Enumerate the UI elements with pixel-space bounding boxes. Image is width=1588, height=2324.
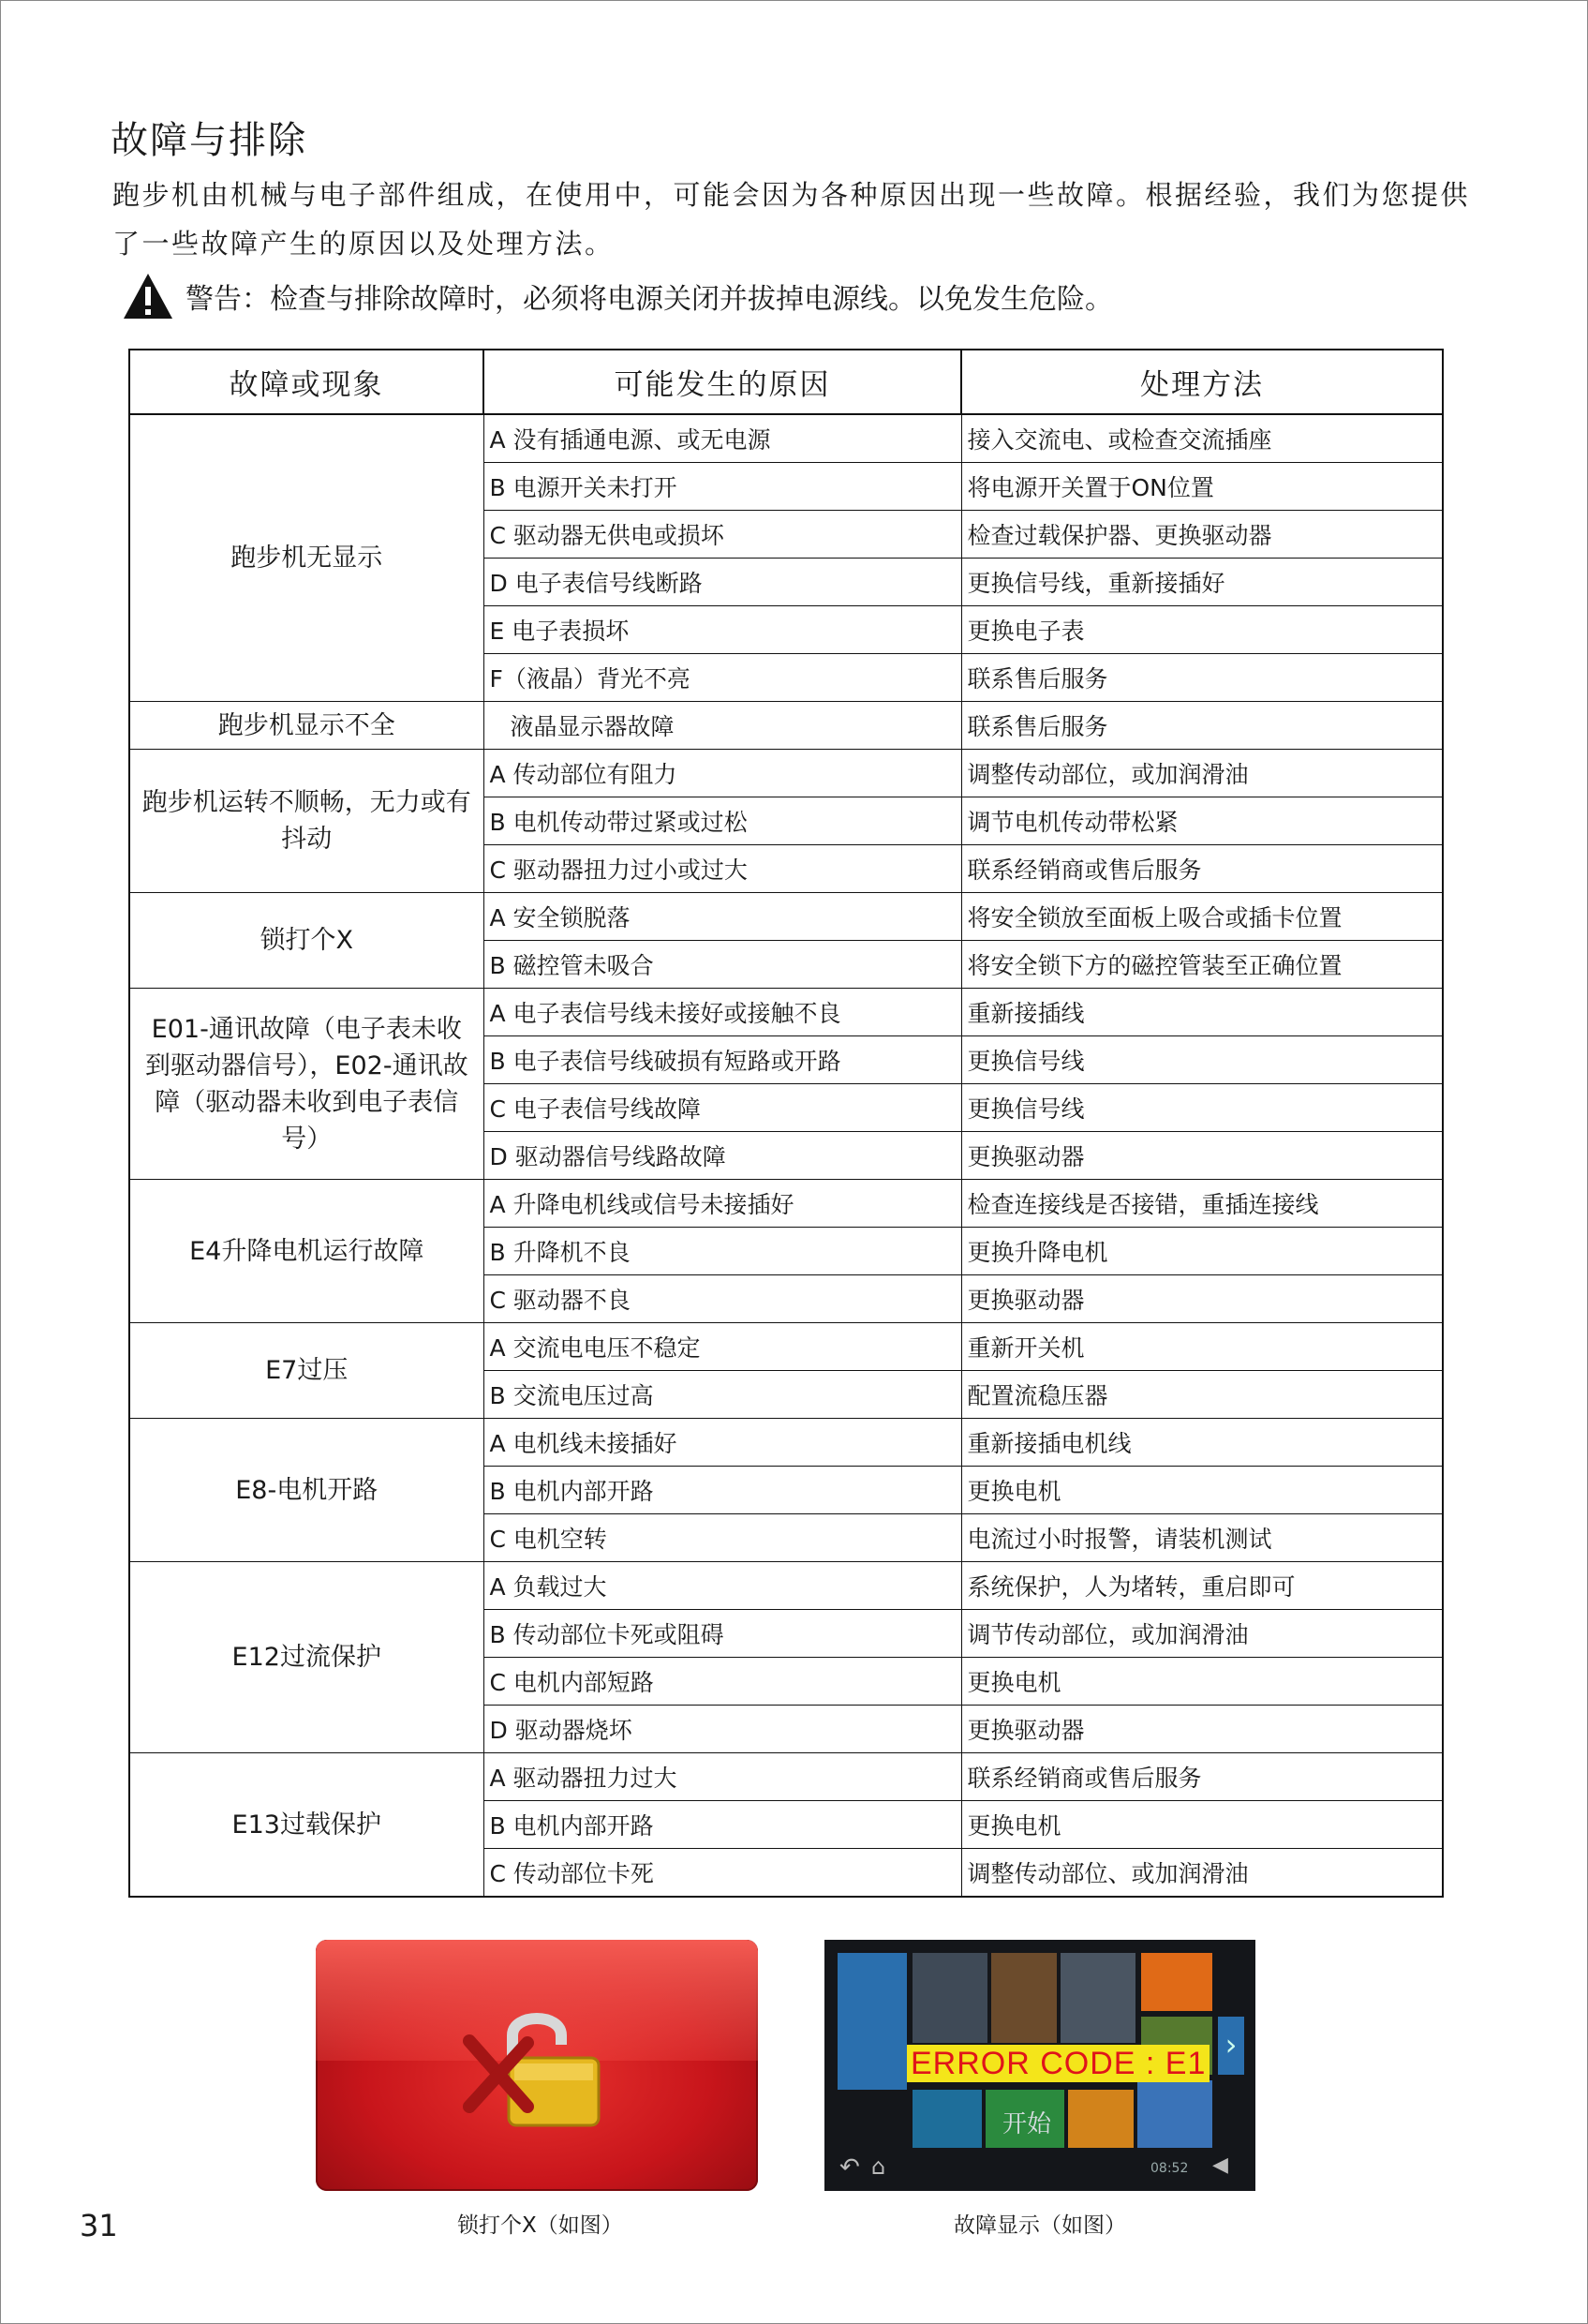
start-label: 开始 bbox=[1002, 2110, 1052, 2138]
solution-cell: 更换驱动器 bbox=[961, 1706, 1443, 1753]
cause-cell: B 磁控管未吸合 bbox=[483, 941, 961, 989]
table-row bbox=[129, 1562, 1443, 1610]
error-caption: 故障显示（如图） bbox=[954, 2213, 1126, 2238]
header-solution: 处理方法 bbox=[961, 350, 1443, 414]
safety-lock-image bbox=[316, 1940, 758, 2191]
next-arrow-icon: › bbox=[1218, 2017, 1244, 2075]
table-row bbox=[129, 893, 1443, 941]
cause-cell: C 电子表信号线故障 bbox=[483, 1084, 961, 1132]
cause-cell: B 升降机不良 bbox=[483, 1228, 961, 1275]
intro-paragraph: 跑步机由机械与电子部件组成，在使用中，可能会因为各种原因出现一些故障。根据经验，我们为您提供了一些故障产生的原因以及处理方法。 bbox=[112, 179, 1471, 260]
error-code-text: ERROR CODE : E1 bbox=[907, 2045, 1210, 2082]
fault-cell: 锁打个X bbox=[129, 893, 483, 989]
cause-cell: A 电机线未接插好 bbox=[483, 1419, 961, 1467]
solution-cell: 电流过小时报警，请装机测试 bbox=[961, 1514, 1443, 1562]
report-tile bbox=[1141, 1953, 1212, 2011]
table-row bbox=[129, 1323, 1443, 1371]
solution-cell: 将安全锁放至面板上吸合或插卡位置 bbox=[961, 893, 1443, 941]
fault-cell: E7过压 bbox=[129, 1323, 483, 1419]
table-body bbox=[129, 414, 1443, 1897]
solution-cell: 调整传动部位、或加润滑油 bbox=[961, 1849, 1443, 1898]
solution-cell: 联系售后服务 bbox=[961, 654, 1443, 702]
solution-cell: 检查连接线是否接错，重插连接线 bbox=[961, 1180, 1443, 1228]
warning-note bbox=[122, 272, 1113, 320]
solution-cell: 配置流稳压器 bbox=[961, 1371, 1443, 1419]
solution-cell: 将安全锁下方的磁控管装至正确位置 bbox=[961, 941, 1443, 989]
table-row bbox=[129, 989, 1443, 1036]
solution-cell: 调整传动部位，或加润滑油 bbox=[961, 750, 1443, 797]
cause-cell: C 电机空转 bbox=[483, 1514, 961, 1562]
solution-cell: 重新接插线 bbox=[961, 989, 1443, 1036]
cause-cell: D 驱动器信号线路故障 bbox=[483, 1132, 961, 1180]
cause-cell: E 电子表损坏 bbox=[483, 606, 961, 654]
solution-cell: 联系经销商或售后服务 bbox=[961, 1753, 1443, 1801]
cause-cell: A 电子表信号线未接好或接触不良 bbox=[483, 989, 961, 1036]
cause-cell: A 传动部位有阻力 bbox=[483, 750, 961, 797]
solution-cell: 更换信号线 bbox=[961, 1036, 1443, 1084]
solution-cell: 调节传动部位，或加润滑油 bbox=[961, 1610, 1443, 1658]
cause-cell: A 没有插通电源、或无电源 bbox=[483, 414, 961, 463]
solution-cell: 更换信号线 bbox=[961, 1084, 1443, 1132]
solution-cell: 更换信号线，重新接插好 bbox=[961, 559, 1443, 606]
fault-cell: 跑步机无显示 bbox=[129, 414, 483, 702]
error-display-image bbox=[824, 1940, 1255, 2191]
cause-cell: A 驱动器扭力过大 bbox=[483, 1753, 961, 1801]
mode-tile bbox=[913, 1953, 987, 2043]
solution-cell: 更换电机 bbox=[961, 1467, 1443, 1514]
cause-cell: D 电子表信号线断路 bbox=[483, 559, 961, 606]
solution-cell: 更换电机 bbox=[961, 1658, 1443, 1706]
time-tile bbox=[991, 1953, 1057, 2043]
solution-cell: 联系售后服务 bbox=[961, 702, 1443, 750]
fault-cell: E4升降电机运行故障 bbox=[129, 1180, 483, 1323]
fault-cell: E8-电机开路 bbox=[129, 1419, 483, 1562]
cause-cell: C 电机内部短路 bbox=[483, 1658, 961, 1706]
solution-cell: 联系经销商或售后服务 bbox=[961, 845, 1443, 893]
solution-cell: 检查过载保护器、更换驱动器 bbox=[961, 511, 1443, 559]
table-row bbox=[129, 702, 1443, 750]
solution-cell: 更换电子表 bbox=[961, 606, 1443, 654]
table-row bbox=[129, 1753, 1443, 1801]
cause-cell: A 安全锁脱落 bbox=[483, 893, 961, 941]
cause-cell: C 传动部位卡死 bbox=[483, 1849, 961, 1898]
fault-table bbox=[128, 349, 1444, 1898]
table-row bbox=[129, 414, 1443, 463]
cause-cell: 液晶显示器故障 bbox=[483, 702, 961, 750]
clock-text: 08:52 bbox=[1150, 2161, 1189, 2176]
warning-icon bbox=[122, 272, 174, 320]
program-tile bbox=[1137, 2080, 1212, 2148]
page-title: 故障与排除 bbox=[111, 119, 307, 162]
table-row bbox=[129, 1180, 1443, 1228]
cause-cell: F（液晶）背光不亮 bbox=[483, 654, 961, 702]
header-fault: 故障或现象 bbox=[129, 350, 483, 414]
solution-cell: 将电源开关置于ON位置 bbox=[961, 463, 1443, 511]
back-icon: ↶ bbox=[839, 2153, 860, 2182]
cause-cell: C 驱动器扭力过小或过大 bbox=[483, 845, 961, 893]
cause-cell: C 驱动器无供电或损坏 bbox=[483, 511, 961, 559]
unlocked-padlock-icon bbox=[456, 1996, 616, 2137]
cause-cell: B 电机内部开路 bbox=[483, 1801, 961, 1849]
fault-cell: 跑步机运转不顺畅，无力或有抖动 bbox=[129, 750, 483, 893]
cause-cell: B 电子表信号线破损有短路或开路 bbox=[483, 1036, 961, 1084]
solution-cell: 调节电机传动带松紧 bbox=[961, 797, 1443, 845]
solution-cell: 更换电机 bbox=[961, 1801, 1443, 1849]
warning-text: 警告：检查与排除故障时，必须将电源关闭并拔掉电源线。以免发生危险。 bbox=[186, 283, 1113, 316]
solution-cell: 更换驱动器 bbox=[961, 1132, 1443, 1180]
table-row bbox=[129, 750, 1443, 797]
table-header-row bbox=[129, 350, 1443, 414]
fault-cell: E12过流保护 bbox=[129, 1562, 483, 1753]
solution-cell: 重新开关机 bbox=[961, 1323, 1443, 1371]
cause-cell: B 交流电压过高 bbox=[483, 1371, 961, 1419]
cause-cell: B 电源开关未打开 bbox=[483, 463, 961, 511]
page-number: 31 bbox=[80, 2208, 118, 2243]
cause-cell: A 交流电电压不稳定 bbox=[483, 1323, 961, 1371]
cause-cell: A 负载过大 bbox=[483, 1562, 961, 1610]
settings-tile bbox=[913, 2090, 982, 2148]
solution-cell: 重新接插电机线 bbox=[961, 1419, 1443, 1467]
volume-icon: ◀ bbox=[1212, 2153, 1228, 2177]
cause-cell: A 升降电机线或信号未接插好 bbox=[483, 1180, 961, 1228]
solution-cell: 接入交流电、或检查交流插座 bbox=[961, 414, 1443, 463]
cause-cell: C 驱动器不良 bbox=[483, 1275, 961, 1323]
help-tile bbox=[1068, 2090, 1134, 2148]
solution-cell: 系统保护，人为堵转，重启即可 bbox=[961, 1562, 1443, 1610]
fault-cell: 跑步机显示不全 bbox=[129, 702, 483, 750]
home-icon: ⌂ bbox=[871, 2153, 886, 2180]
fault-cell: E13过载保护 bbox=[129, 1753, 483, 1898]
cause-cell: B 电机传动带过紧或过松 bbox=[483, 797, 961, 845]
cause-cell: B 传动部位卡死或阻碍 bbox=[483, 1610, 961, 1658]
fault-cell: E01-通讯故障（电子表未收到驱动器信号），E02-通讯故障（驱动器未收到电子表信号） bbox=[129, 989, 483, 1180]
cause-cell: D 驱动器烧坏 bbox=[483, 1706, 961, 1753]
distance-tile bbox=[1061, 1953, 1135, 2043]
user-tile bbox=[838, 1953, 907, 2090]
solution-cell: 更换升降电机 bbox=[961, 1228, 1443, 1275]
cause-cell: B 电机内部开路 bbox=[483, 1467, 961, 1514]
solution-cell: 更换驱动器 bbox=[961, 1275, 1443, 1323]
header-cause: 可能发生的原因 bbox=[483, 350, 961, 414]
table-row bbox=[129, 1419, 1443, 1467]
lock-caption: 锁打个X（如图） bbox=[457, 2213, 623, 2238]
